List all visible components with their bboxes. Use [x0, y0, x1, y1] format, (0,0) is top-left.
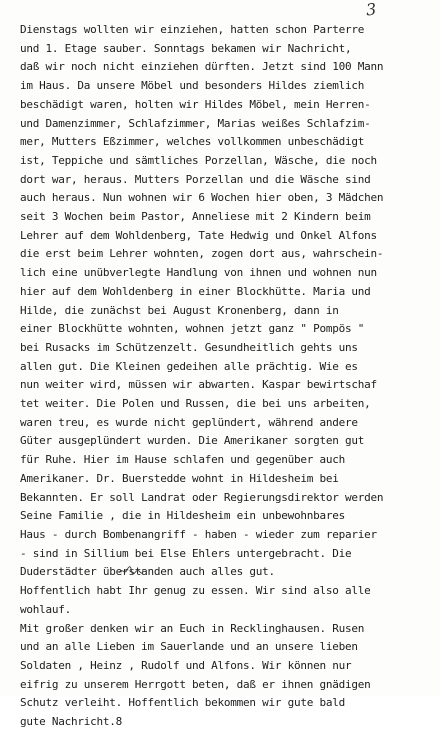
letter-body: [20, 21, 434, 732]
text-line: waren treu, es wurde nicht geplündert, während andere: [20, 415, 358, 429]
text-line: Dienstags wollten wir einziehen, hatten schon Parterre: [20, 23, 365, 36]
text-line: für Ruhe. Hier im Hause schlafen und gegenüber auch: [20, 453, 346, 467]
text-line: gute Nachricht.8: [20, 715, 122, 729]
text-line: hier auf dem Wohldenberg in einer Blockhütte. Maria und: [20, 284, 371, 298]
text-line: Mit großer denken wir an Euch in Recklinghausen. Rusen: [20, 621, 365, 635]
text-line: seit 3 Wochen beim Pastor, Anneliese mit 2 Kindern beim: [20, 210, 371, 224]
text-line: Amerikaner. Dr. Buerstedde wohnt in Hildesheim bei: [20, 471, 339, 485]
text-line: allen gut. Die Kleinen gedeihen alle prächtig. Wie es: [20, 359, 358, 373]
text-line: mer, Mutters Eßzimmer, welches vollkommen unbeschädigt: [20, 135, 365, 149]
text-line: und an alle Lieben im Sauerlande und an unsere lieben: [20, 640, 358, 654]
text-line: nun weiter wird, müssen wir abwarten. Kaspar bewirtschaf: [20, 378, 377, 392]
text-line: und 1. Etage sauber. Sonntags bekamen wir Nachricht,: [20, 41, 352, 55]
handwritten-scribble: [118, 564, 144, 578]
text-line: eifrig zu unserem Herrgott beten, daß er ihnen gnädigen: [20, 677, 371, 691]
text-line: Schutz verleiht. Hoffentlich bekommen wir gute bald: [20, 696, 346, 710]
text-line: beschädigt waren, holten wir Hildes Möbel, mein Herren-: [20, 97, 371, 111]
text-line: bei Rusacks im Schützenzelt. Gesundheitlich gehts uns: [20, 340, 358, 354]
text-line: ist, Teppiche und sämtliches Porzellan, Wäsche, die noch: [20, 153, 377, 167]
text-line: Duderstädter überstanden auch alles gut.: [20, 565, 275, 579]
text-line: und Damenzimmer, Schlafzimmer, Marias weißes Schlafzim-: [20, 116, 371, 130]
text-line: dort war, heraus. Mutters Porzellan und die Wäsche sind: [20, 172, 371, 186]
text-line: Seine Familie , die in Hildesheim ein unbewohnbares: [20, 509, 346, 523]
text-line: lich eine unübverlegte Handlung von ihnen und wohnen nun: [20, 266, 377, 280]
page-number: 3: [365, 0, 378, 20]
text-line: Hoffentlich habt Ihr genug zu essen. Wir sind also alle: [20, 584, 371, 598]
text-line: Hilde, die zunächst bei August Kronenberg, dann in: [20, 303, 339, 317]
text-line: Soldaten , Heinz , Rudolf und Alfons. Wir können nur: [20, 658, 352, 672]
text-line: Lehrer auf dem Wohldenberg, Tate Hedwig und Onkel Alfons: [20, 228, 377, 242]
text-line: tet weiter. Die Polen und Russen, die bei uns arbeiten,: [20, 397, 371, 411]
text-line: - sind in Sillium bei Else Ehlers untergebracht. Die: [20, 546, 352, 560]
text-line: die erst beim Lehrer wohnten, zogen dort aus, wahrschein-: [20, 247, 384, 261]
text-line: auch heraus. Nun wohnen wir 6 Wochen hier oben, 3 Mädchen: [20, 191, 384, 205]
text-line: Bekannten. Er soll Landrat oder Regierungsdirektor werden: [20, 490, 384, 504]
text-line: im Haus. Da unsere Möbel und besonders Hildes ziemlich: [20, 79, 365, 93]
text-line: wohlauf.: [20, 602, 71, 616]
text-line: Haus - durch Bombenangriff - haben - wieder zum reparier: [20, 527, 377, 541]
text-line: daß wir noch nicht einziehen dürften. Jetzt sind 100 Mann: [20, 60, 384, 74]
text-line: Güter ausgeplündert wurden. Die Amerikaner sorgten gut: [20, 434, 365, 448]
text-line: einer Blockhütte wohnten, wohnen jetzt ganz " Pompös ": [20, 322, 365, 336]
